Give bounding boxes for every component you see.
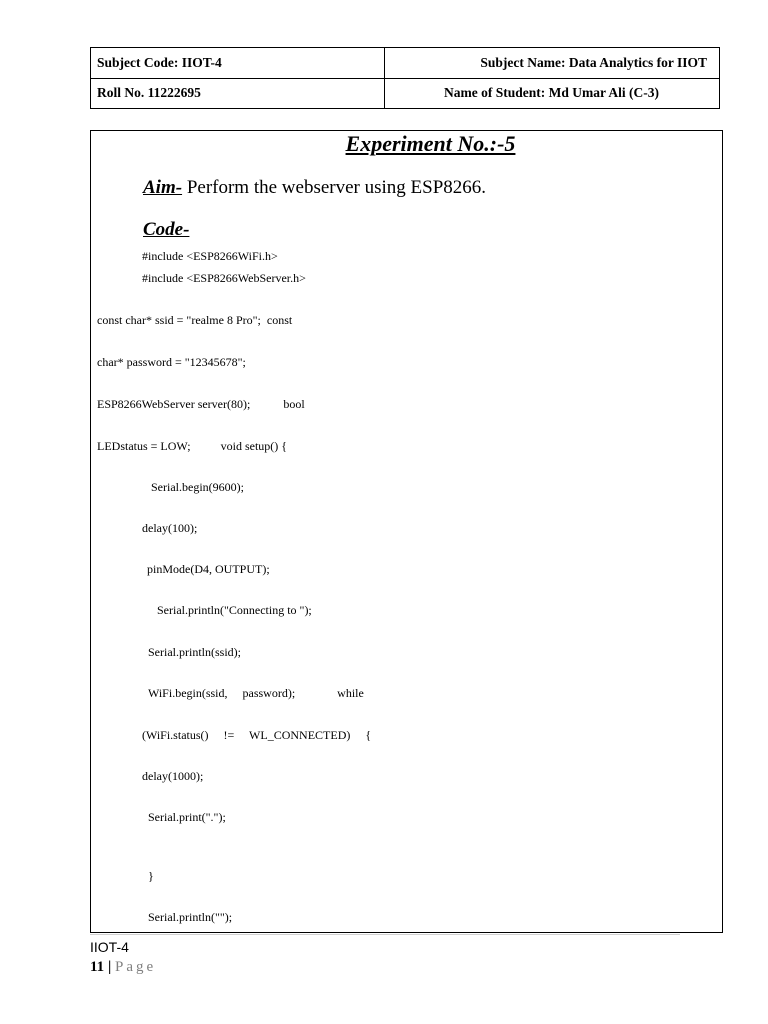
footer-course: IIOT-4 bbox=[90, 939, 129, 955]
experiment-title: Experiment No.:-5 bbox=[345, 131, 516, 156]
aim-label: Aim- bbox=[143, 177, 183, 198]
page-separator: | bbox=[104, 959, 115, 975]
header-divider-2 bbox=[384, 78, 385, 109]
code-line: delay(1000); bbox=[142, 769, 204, 783]
student-name: Name of Student: Md Umar Ali (C-3) bbox=[444, 85, 659, 100]
code-line: Serial.print("."); bbox=[148, 810, 226, 824]
code-line: delay(100); bbox=[142, 521, 198, 535]
aim-line bbox=[143, 177, 486, 199]
header-row-1 bbox=[91, 48, 719, 79]
code-line: pinMode(D4, OUTPUT); bbox=[147, 562, 270, 576]
code-heading: Code- bbox=[143, 219, 190, 240]
code-line: Serial.begin(9600); bbox=[151, 480, 244, 494]
aim-text: Perform the webserver using ESP8266. bbox=[182, 177, 487, 198]
footer-rule bbox=[90, 934, 680, 935]
header-row-2 bbox=[91, 78, 719, 109]
header-table bbox=[90, 47, 720, 109]
footer-page-number bbox=[90, 959, 156, 976]
code-line: Serial.println(""); bbox=[148, 910, 233, 924]
roll-number: Roll No. 11222695 bbox=[97, 85, 201, 100]
code-line: } bbox=[148, 869, 154, 883]
header-divider-1 bbox=[384, 48, 385, 78]
subject-code: Subject Code: IIOT-4 bbox=[97, 55, 222, 70]
code-line: const char* ssid = "realme 8 Pro"; const bbox=[97, 313, 293, 327]
code-line: WiFi.begin(ssid, password); while bbox=[148, 686, 364, 700]
code-line: Serial.println(ssid); bbox=[148, 645, 241, 659]
code-line: (WiFi.status() != WL_CONNECTED) { bbox=[142, 728, 372, 742]
code-line: #include <ESP8266WiFi.h> bbox=[142, 249, 278, 263]
code-line: char* password = "12345678"; bbox=[97, 355, 246, 369]
page-word: Page bbox=[115, 959, 157, 975]
code-line: LEDstatus = LOW; void setup() { bbox=[97, 439, 288, 453]
subject-name: Subject Name: Data Analytics for IIOT bbox=[480, 55, 707, 70]
code-line: ESP8266WebServer server(80); bool bbox=[97, 397, 305, 411]
code-line: #include <ESP8266WebServer.h> bbox=[142, 271, 306, 285]
experiment-box bbox=[90, 130, 723, 933]
page-number: 11 bbox=[90, 959, 105, 975]
code-line: Serial.println("Connecting to "); bbox=[157, 603, 312, 617]
